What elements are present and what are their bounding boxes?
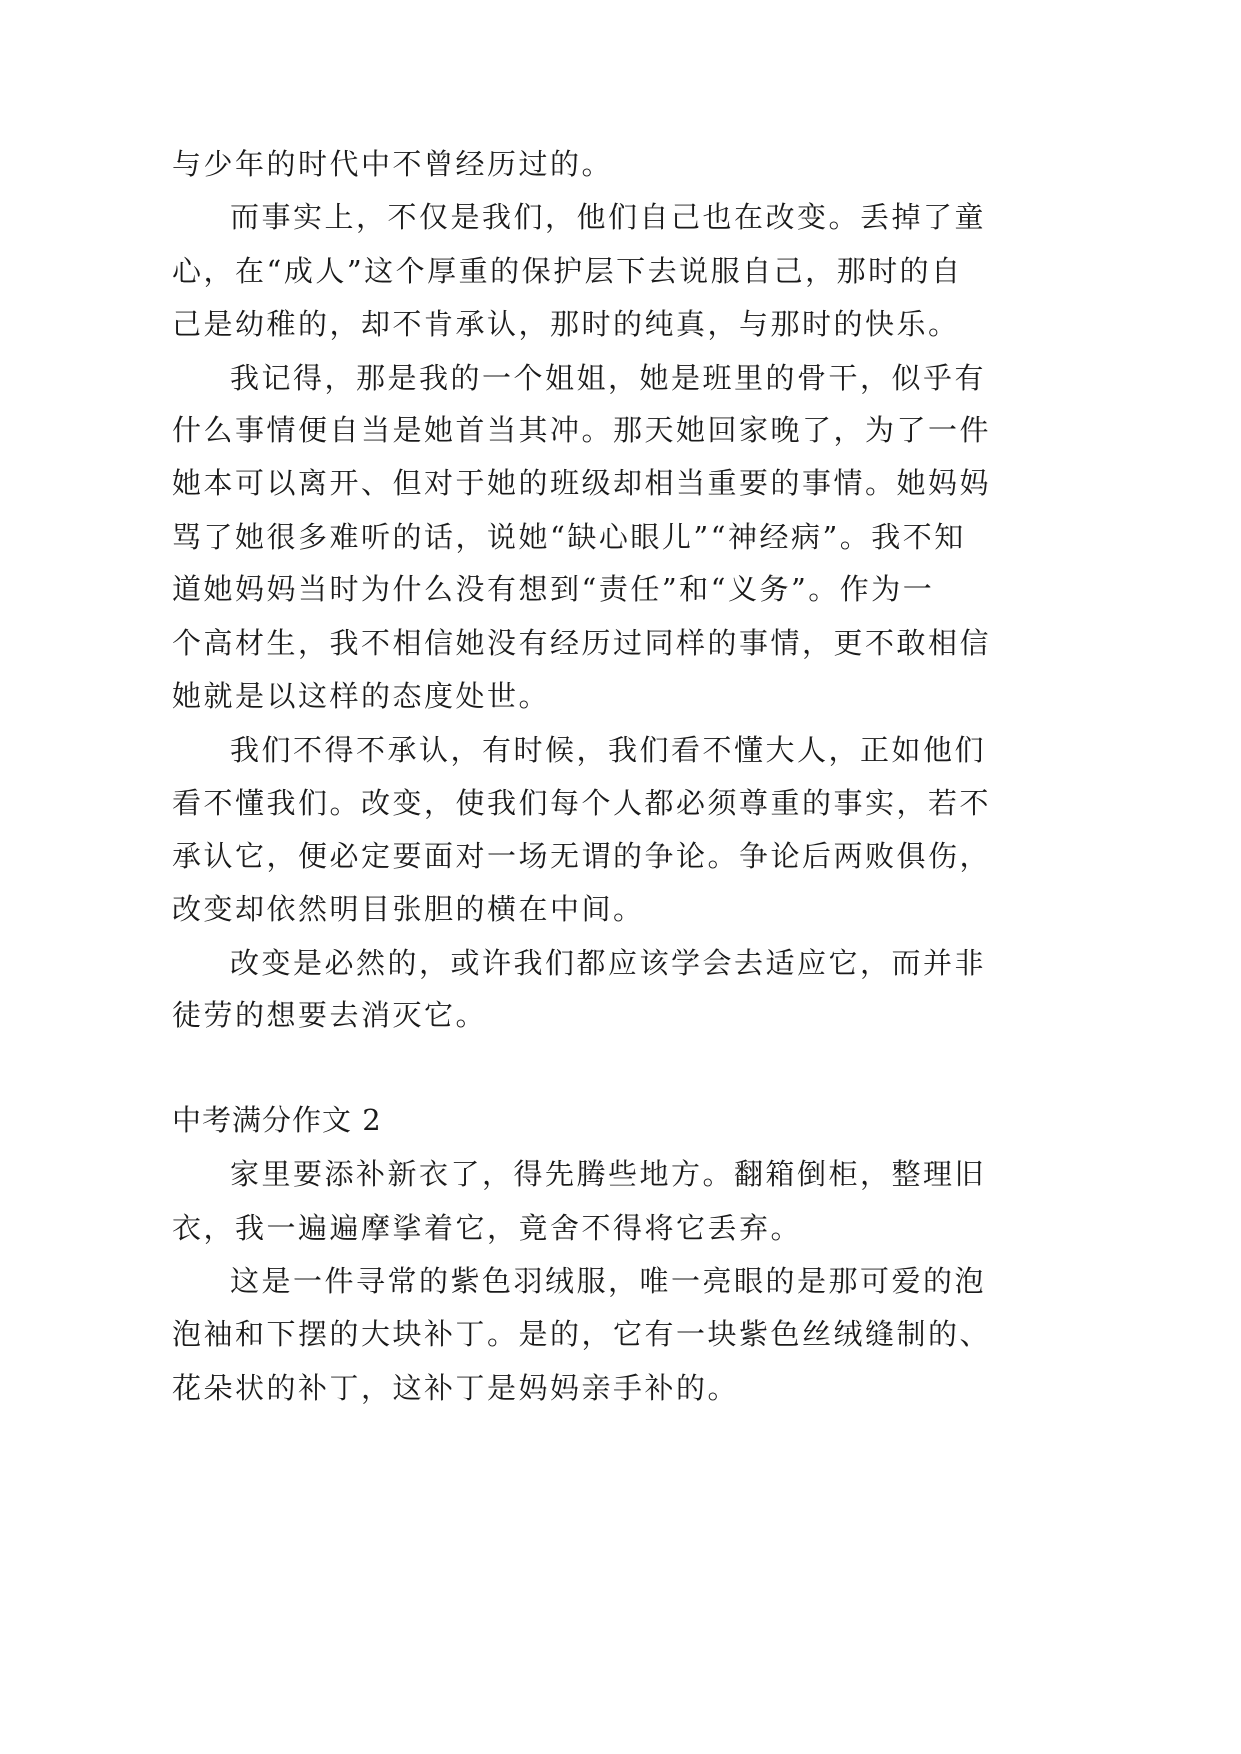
- paragraph-start-line: 而事实上，不仅是我们，他们自己也在改变。丢掉了童: [230, 200, 987, 234]
- text-line: 看不懂我们。改变，使我们每个人都必须尊重的事实，若不: [172, 786, 992, 820]
- text-line: 个高材生，我不相信她没有经历过同样的事情，更不敢相信: [172, 626, 992, 660]
- text-line: 改变却依然明目张胆的横在中间。: [172, 892, 645, 926]
- section-heading: 中考满分作文 2: [172, 1103, 382, 1137]
- text-line: 心，在“成人”这个厚重的保护层下去说服自己，那时的自: [172, 254, 963, 288]
- text-line: 与少年的时代中不曾经历过的。: [172, 147, 614, 181]
- text-line: 花朵状的补丁，这补丁是妈妈亲手补的。: [172, 1371, 740, 1405]
- text-line: 己是幼稚的，却不肯承认，那时的纯真，与那时的快乐。: [172, 307, 960, 341]
- text-line: 泡袖和下摆的大块补丁。是的，它有一块紫色丝绒缝制的、: [172, 1317, 992, 1351]
- text-line: 她就是以这样的态度处世。: [172, 679, 551, 713]
- text-line: 什么事情便自当是她首当其冲。那天她回家晚了，为了一件: [172, 413, 992, 447]
- paragraph-start-line: 这是一件寻常的紫色羽绒服，唯一亮眼的是那可爱的泡: [230, 1264, 987, 1298]
- paragraph-start-line: 我们不得不承认，有时候，我们看不懂大人，正如他们: [230, 733, 987, 767]
- text-line: 徒劳的想要去消灭它。: [172, 998, 488, 1032]
- text-line: 衣，我一遍遍摩挲着它，竟舍不得将它丢弃。: [172, 1211, 803, 1245]
- paragraph-start-line: 家里要添补新衣了，得先腾些地方。翻箱倒柜，整理旧: [230, 1157, 987, 1191]
- text-line: 道她妈妈当时为什么没有想到“责任”和“义务”。作为一: [172, 572, 935, 606]
- text-line: 她本可以离开、但对于她的班级却相当重要的事情。她妈妈: [172, 466, 992, 500]
- paragraph-start-line: 改变是必然的，或许我们都应该学会去适应它，而并非: [230, 946, 987, 980]
- text-line: 承认它，便必定要面对一场无谓的争论。争论后两败俱伤，: [172, 839, 992, 873]
- text-line: 骂了她很多难听的话，说她“缺心眼儿”“神经病”。我不知: [172, 520, 966, 554]
- paragraph-start-line: 我记得，那是我的一个姐姐，她是班里的骨干，似乎有: [230, 361, 987, 395]
